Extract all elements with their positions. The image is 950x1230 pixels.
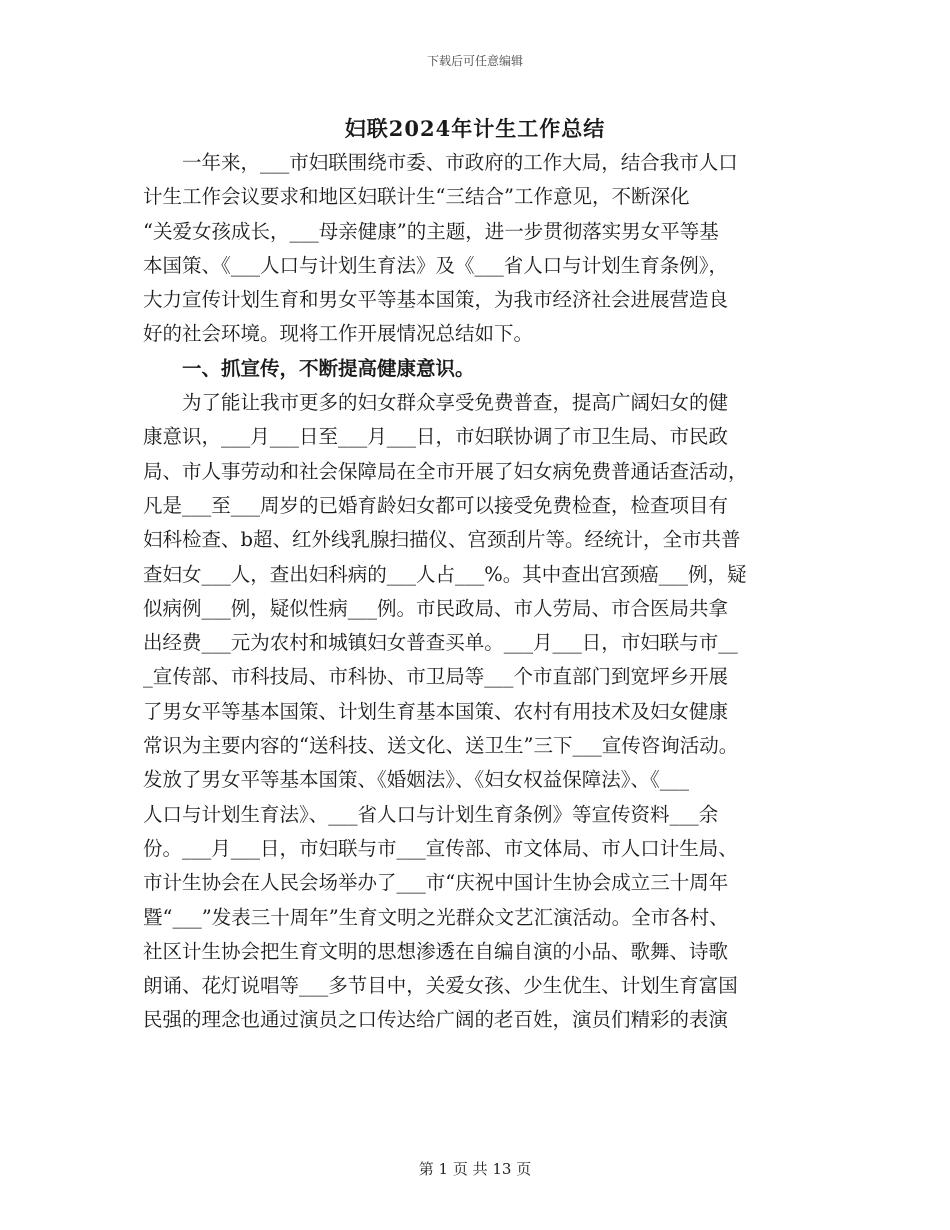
body-line: 朗诵、花灯说唱等___多节目中，关爱女孩、少生优生、计划生育富国	[143, 974, 738, 998]
body-line: 一年来，___市妇联围绕市委、市政府的工作大局，结合我市人口	[182, 151, 738, 174]
body-line: 出经费___元为农村和城镇妇女普查买单。___月___日，市妇联与市__	[143, 631, 738, 655]
body-line: 常识为主要内容的“送科技、送文化、送卫生”三下___宣传咨询活动。	[143, 734, 739, 758]
body-line: 康意识，___月___日至___月___日，市妇联协调了市卫生局、市民政	[143, 425, 729, 449]
body-line: 社区计生协会把生育文明的思想渗透在自编自演的小品、歌舞、诗歌	[143, 939, 729, 963]
document-title: 妇联2024年计生工作总结	[344, 116, 606, 141]
body-line: _宣传部、市科技局、市科协、市卫局等___个市直部门到宽坪乡开展	[143, 665, 729, 689]
body-line: 计生工作会议要求和地区妇联计生“三结合”工作意见，不断深化	[143, 185, 690, 209]
body-line: 查妇女___人，查出妇科病的___人占___%。其中查出宫颈癌___例，疑	[143, 562, 747, 586]
body-line: 份。___月___日，市妇联与市___宣传部、市文体局、市人口计生局、	[143, 836, 738, 860]
body-line: 为了能让我市更多的妇女群众享受免费普查，提高广阔妇女的健	[182, 391, 729, 415]
body-line: 市计生协会在人民会场举办了___市“庆祝中国计生协会成立三十周年	[143, 871, 729, 895]
body-line: “关爱女孩成长，___母亲健康”的主题，进一步贯彻落实男女平等基	[143, 219, 719, 243]
body-line: 发放了男女平等基本国策、《婚姻法》、《妇女权益保障法》、《___	[143, 768, 690, 792]
body-line: 大力宣传计划生育和男女平等基本国策，为我市经济社会进展营造良	[143, 288, 729, 312]
body-line: 暨“___”发表三十周年”生育文明之光群众文艺汇演活动。全市各村、	[143, 905, 729, 929]
page-header-note: 下载后可任意编辑	[426, 54, 523, 68]
page-number: 第 1 页 共 13 页	[418, 1160, 532, 1178]
body-line: 妇科检查、b超、红外线乳腺扫描仪、宫颈刮片等。经统计，全市共普	[143, 528, 741, 552]
body-line: 人口与计划生育法》、___省人口与计划生育条例》等宣传资料___余	[143, 802, 719, 826]
section-heading: 一、抓宣传，不断提高健康意识。	[182, 356, 475, 380]
body-line: 似病例___例，疑似性病___例。市民政局、市人劳局、市合医局共拿	[143, 596, 729, 620]
body-line: 局、市人事劳动和社会保障局在全市开展了妇女病免费普通话查活动，	[143, 459, 748, 483]
body-line: 凡是___至___周岁的已婚育龄妇女都可以接受免费检查，检查项目有	[143, 493, 729, 517]
body-line: 本国策、《___人口与计划生育法》及《___省人口与计划生育条例》，	[143, 253, 729, 277]
document-body	[143, 146, 823, 1038]
body-line: 好的社会环境。现将工作开展情况总结如下。	[143, 322, 534, 346]
body-line: 了男女平等基本国策、计划生育基本国策、农村有用技术及妇女健康	[143, 699, 729, 723]
body-line: 民强的理念也通过演员之口传达给广阔的老百姓，演员们精彩的表演	[143, 1008, 729, 1032]
